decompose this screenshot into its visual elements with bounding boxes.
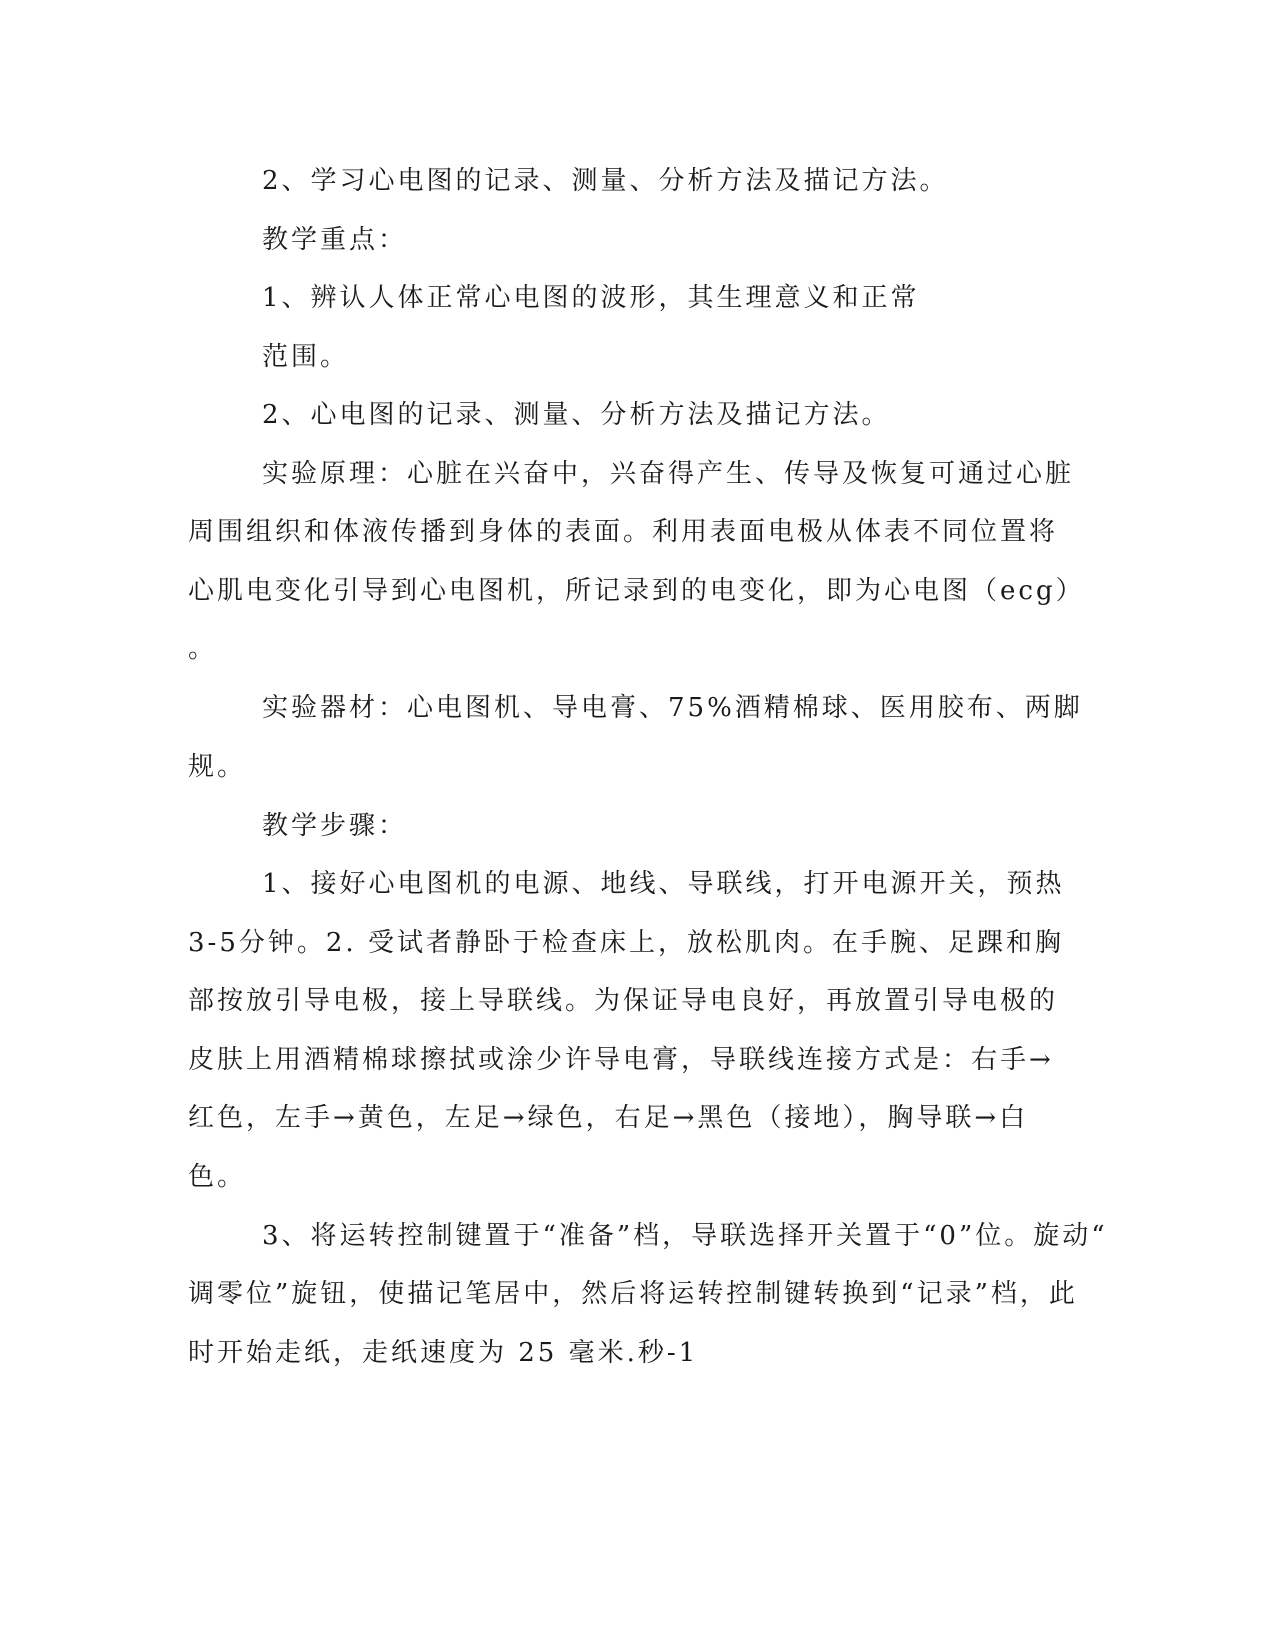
text-line: 心肌电变化引导到心电图机，所记录到的电变化，即为心电图（ecg） bbox=[188, 576, 1085, 606]
text-line: 。 bbox=[188, 634, 218, 664]
text-line: 实验器材：心电图机、导电膏、75%酒精棉球、医用胶布、两脚 bbox=[262, 693, 1083, 723]
text-line: 3-5分钟。2. 受试者静卧于检查床上，放松肌肉。在手腕、足踝和胸 bbox=[188, 928, 1064, 958]
text-line: 部按放引导电极，接上导联线。为保证导电良好，再放置引导电极的 bbox=[188, 986, 1059, 1016]
text-line: 皮肤上用酒精棉球擦拭或涂少许导电膏，导联线连接方式是：右手→ bbox=[188, 1045, 1054, 1075]
text-line: 1、接好心电图机的电源、地线、导联线，打开电源开关，预热 bbox=[262, 869, 1065, 899]
text-line: 实验原理：心脏在兴奋中，兴奋得产生、传导及恢复可通过心脏 bbox=[262, 459, 1075, 489]
text-line: 2、心电图的记录、测量、分析方法及描记方法。 bbox=[262, 400, 891, 430]
text-line: 周围组织和体液传播到身体的表面。利用表面电极从体表不同位置将 bbox=[188, 517, 1059, 547]
text-line: 红色，左手→黄色，左足→绿色，右足→黑色（接地），胸导联→白 bbox=[188, 1103, 1029, 1133]
text-line: 调零位”旋钮，使描记笔居中，然后将运转控制键转换到“记录”档，此 bbox=[188, 1279, 1078, 1309]
text-line: 2、学习心电图的记录、测量、分析方法及描记方法。 bbox=[262, 166, 949, 196]
section-heading-steps: 教学步骤： bbox=[262, 811, 408, 841]
text-line: 3、将运转控制键置于“准备”档，导联选择开关置于“0”位。旋动“ bbox=[262, 1221, 1108, 1251]
section-heading-key-points: 教学重点： bbox=[262, 225, 408, 255]
text-line: 时开始走纸，走纸速度为 25 毫米.秒-1 bbox=[188, 1338, 699, 1368]
text-line: 范围。 bbox=[262, 342, 350, 372]
text-line: 1、辨认人体正常心电图的波形，其生理意义和正常 bbox=[262, 283, 920, 313]
text-line: 色。 bbox=[188, 1162, 247, 1192]
text-line: 规。 bbox=[188, 752, 247, 782]
